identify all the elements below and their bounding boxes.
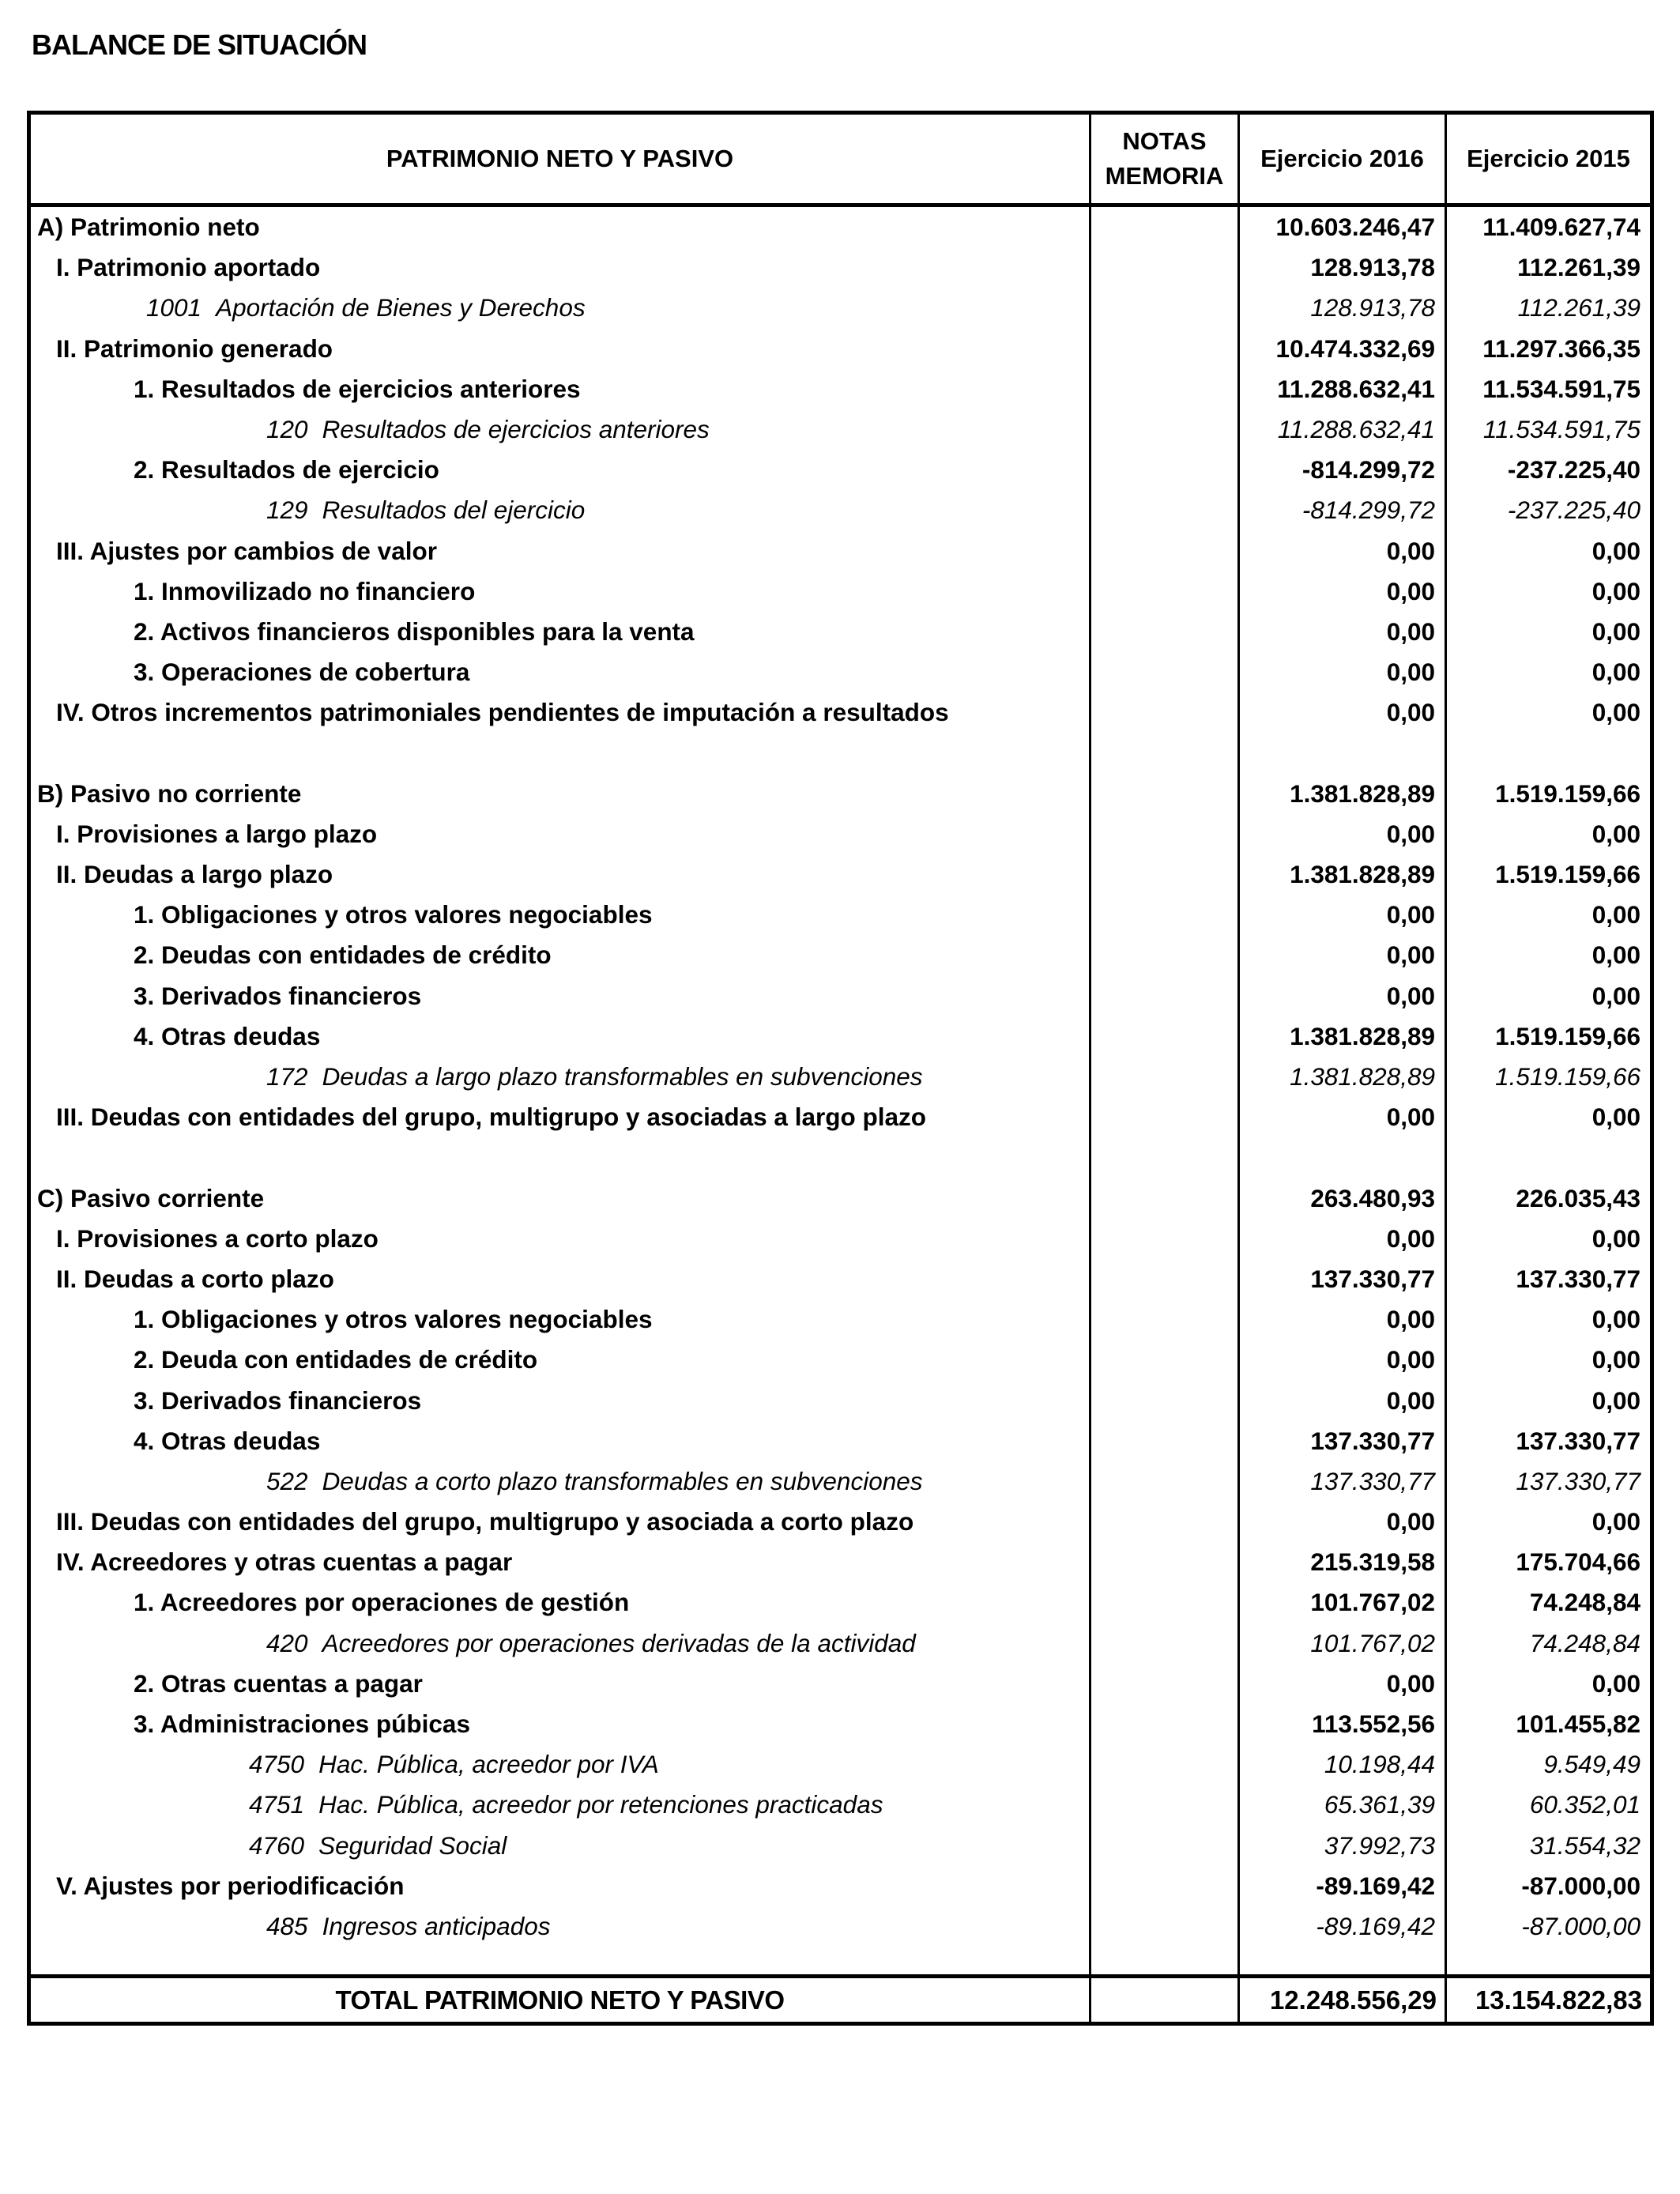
row-notes-cell <box>1090 1299 1239 1340</box>
row-value-2016: 10.474.332,69 <box>1239 329 1446 369</box>
spacer-cell <box>1239 733 1446 773</box>
header-year-previous: Ejercicio 2015 <box>1446 113 1652 205</box>
account-code: 172 <box>266 1062 308 1091</box>
row-concept-cell <box>29 814 1090 854</box>
row-value-2016: 37.992,73 <box>1239 1826 1446 1866</box>
table-row-3-derivados-financieros <box>29 976 1652 1016</box>
row-notes-cell <box>1090 976 1239 1016</box>
row-value-2015: 137.330,77 <box>1446 1421 1652 1461</box>
balance-table <box>27 111 1654 2026</box>
row-label: 2. Activos financieros disponibles para la venta <box>134 616 695 646</box>
spacer-cell <box>1239 1137 1446 1178</box>
row-notes-cell <box>1090 1502 1239 1542</box>
row-concept-cell <box>29 692 1090 733</box>
row-concept-cell <box>29 1421 1090 1461</box>
row-value-2016: 0,00 <box>1239 935 1446 975</box>
row-notes-cell <box>1090 1421 1239 1461</box>
row-concept-cell <box>29 652 1090 692</box>
row-value-2016: 0,00 <box>1239 1502 1446 1542</box>
row-value-2015: 0,00 <box>1446 531 1652 571</box>
row-notes-cell <box>1090 1906 1239 1947</box>
row-concept-cell <box>29 1016 1090 1057</box>
row-label: Resultados del ejercicio <box>322 496 586 525</box>
row-value-2015: 0,00 <box>1446 895 1652 935</box>
row-label: V. Ajustes por periodificación <box>56 1871 405 1900</box>
row-concept-cell <box>29 531 1090 571</box>
row-value-2016: 0,00 <box>1239 1380 1446 1420</box>
row-value-2015: 0,00 <box>1446 1664 1652 1704</box>
row-label: I. Patrimonio aportado <box>56 253 321 282</box>
row-value-2015: 137.330,77 <box>1446 1259 1652 1299</box>
spacer-cell <box>1446 1947 1652 1977</box>
row-notes-cell <box>1090 1219 1239 1259</box>
row-value-2015: 9.549,49 <box>1446 1744 1652 1785</box>
row-label: 2. Resultados de ejercicio <box>134 455 439 484</box>
row-concept-cell <box>29 288 1090 328</box>
row-label: III. Deudas con entidades del grupo, multigrupo y asociadas a largo plazo <box>56 1103 926 1132</box>
row-label: I. Provisiones a largo plazo <box>56 819 378 848</box>
spacer-cell <box>1090 733 1239 773</box>
row-value-2015: 112.261,39 <box>1446 288 1652 328</box>
table-row-resultados-del-ejercicio <box>29 490 1652 530</box>
row-value-2016: 0,00 <box>1239 1219 1446 1259</box>
total-value-2016: 12.248.556,29 <box>1239 1977 1446 2024</box>
row-value-2015: 0,00 <box>1446 692 1652 733</box>
row-value-2015: 0,00 <box>1446 1097 1652 1137</box>
row-notes-cell <box>1090 288 1239 328</box>
header-notes <box>1090 113 1239 205</box>
table-header <box>29 113 1652 205</box>
row-value-2015: -87.000,00 <box>1446 1906 1652 1947</box>
row-value-2016: 11.288.632,41 <box>1239 369 1446 409</box>
row-label: 3. Derivados financieros <box>134 981 422 1010</box>
row-value-2015: 74.248,84 <box>1446 1582 1652 1623</box>
table-row-i-provisiones-a-corto-plazo <box>29 1219 1652 1259</box>
row-value-2015: 0,00 <box>1446 1340 1652 1380</box>
row-value-2015: 1.519.159,66 <box>1446 854 1652 895</box>
table-row-1-obligaciones-y-otros-valores-negociables <box>29 1299 1652 1340</box>
row-concept-cell <box>29 1340 1090 1380</box>
row-value-2015: 0,00 <box>1446 814 1652 854</box>
row-notes-cell <box>1090 1664 1239 1704</box>
row-notes-cell <box>1090 1259 1239 1299</box>
balance-table-container <box>27 111 1650 2026</box>
header-notes-line2: MEMORIA <box>1105 162 1224 190</box>
row-value-2015: 112.261,39 <box>1446 247 1652 288</box>
header-notes-line1: NOTAS <box>1122 127 1207 155</box>
row-concept-cell <box>29 1785 1090 1825</box>
row-value-2016: 137.330,77 <box>1239 1421 1446 1461</box>
row-notes-cell <box>1090 1380 1239 1420</box>
row-label: Deudas a largo plazo transformables en subvenciones <box>322 1062 923 1091</box>
row-label: 3. Derivados financieros <box>134 1385 422 1415</box>
row-label: Acreedores por operaciones derivadas de la actividad <box>322 1628 916 1657</box>
row-notes-cell <box>1090 854 1239 895</box>
row-label: 2. Deuda con entidades de crédito <box>134 1345 538 1374</box>
table-row-2-activos-financieros-disponibles-para-la-venta <box>29 612 1652 652</box>
table-row-iv-acreedores-y-otras-cuentas-a-pagar <box>29 1542 1652 1582</box>
row-label: III. Ajustes por cambios de valor <box>56 536 437 565</box>
row-notes-cell <box>1090 1744 1239 1785</box>
spacer-row <box>29 733 1652 773</box>
row-value-2015: 0,00 <box>1446 976 1652 1016</box>
row-concept-cell <box>29 976 1090 1016</box>
account-code: 522 <box>266 1466 308 1495</box>
row-concept-cell <box>29 450 1090 490</box>
account-code: 420 <box>266 1628 308 1657</box>
row-concept-cell <box>29 1906 1090 1947</box>
spacer-cell <box>1446 1137 1652 1178</box>
total-notes-cell <box>1090 1977 1239 2024</box>
row-label: Hac. Pública, acreedor por IVA <box>318 1750 659 1779</box>
row-value-2015: 0,00 <box>1446 1219 1652 1259</box>
table-row-deudas-a-corto-plazo-transformables-en-subvenciones <box>29 1461 1652 1502</box>
row-value-2016: 10.198,44 <box>1239 1744 1446 1785</box>
row-value-2015: 0,00 <box>1446 1299 1652 1340</box>
row-notes-cell <box>1090 450 1239 490</box>
account-code: 129 <box>266 496 308 525</box>
row-label: I. Provisiones a corto plazo <box>56 1223 379 1253</box>
row-notes-cell <box>1090 1582 1239 1623</box>
row-value-2016: 0,00 <box>1239 692 1446 733</box>
table-row-hac-publica-acreedor-por-iva <box>29 1744 1652 1785</box>
row-notes-cell <box>1090 1623 1239 1664</box>
table-row-seguridad-social <box>29 1826 1652 1866</box>
row-label: Hac. Pública, acreedor por retenciones practicadas <box>318 1790 883 1819</box>
table-row-iv-otros-incrementos-patrimoniales-pendientes-de-imputacion-a-resultados <box>29 692 1652 733</box>
row-label: Seguridad Social <box>318 1830 507 1860</box>
row-label: 1. Inmovilizado no financiero <box>134 576 476 605</box>
row-label: IV. Otros incrementos patrimoniales pendientes de imputación a resultados <box>56 698 949 727</box>
row-label: A) Patrimonio neto <box>37 213 260 242</box>
row-notes-cell <box>1090 531 1239 571</box>
row-notes-cell <box>1090 1178 1239 1219</box>
table-row-hac-publica-acreedor-por-retenciones-practicadas <box>29 1785 1652 1825</box>
row-notes-cell <box>1090 205 1239 248</box>
row-value-2015: 175.704,66 <box>1446 1542 1652 1582</box>
row-value-2016: 0,00 <box>1239 612 1446 652</box>
document-title: BALANCE DE SITUACIÓN <box>32 28 367 61</box>
table-row-ii-deudas-a-corto-plazo <box>29 1259 1652 1299</box>
row-notes-cell <box>1090 1704 1239 1744</box>
table-row-ii-deudas-a-largo-plazo <box>29 854 1652 895</box>
row-label: 1. Acreedores por operaciones de gestión <box>134 1588 630 1617</box>
account-code: 4751 <box>249 1790 305 1819</box>
table-row-iii-deudas-con-entidades-del-grupo-multigrupo-y-asociada-a-corto-plazo <box>29 1502 1652 1542</box>
row-notes-cell <box>1090 1057 1239 1097</box>
row-value-2016: 11.288.632,41 <box>1239 409 1446 450</box>
spacer-cell <box>1090 1947 1239 1977</box>
row-value-2015: 0,00 <box>1446 935 1652 975</box>
row-label: 3. Administraciones púbicas <box>134 1710 470 1739</box>
table-row-2-deuda-con-entidades-de-credito <box>29 1340 1652 1380</box>
row-value-2016: 0,00 <box>1239 895 1446 935</box>
row-label: III. Deudas con entidades del grupo, multigrupo y asociada a corto plazo <box>56 1507 914 1536</box>
row-concept-cell <box>29 1380 1090 1420</box>
table-row-deudas-a-largo-plazo-transformables-en-subvenciones <box>29 1057 1652 1097</box>
row-value-2015: 0,00 <box>1446 612 1652 652</box>
table-row-2-otras-cuentas-a-pagar <box>29 1664 1652 1704</box>
row-value-2016: -89.169,42 <box>1239 1866 1446 1906</box>
row-value-2016: 1.381.828,89 <box>1239 1057 1446 1097</box>
row-value-2016: 0,00 <box>1239 531 1446 571</box>
row-value-2015: 1.519.159,66 <box>1446 1057 1652 1097</box>
row-label: Resultados de ejercicios anteriores <box>322 415 710 444</box>
row-value-2016: -814.299,72 <box>1239 450 1446 490</box>
row-notes-cell <box>1090 895 1239 935</box>
table-row-resultados-de-ejercicios-anteriores <box>29 409 1652 450</box>
table-row-1-acreedores-por-operaciones-de-gestion <box>29 1582 1652 1623</box>
row-label: II. Deudas a corto plazo <box>56 1264 334 1293</box>
row-concept-cell <box>29 1664 1090 1704</box>
row-value-2016: 1.381.828,89 <box>1239 774 1446 814</box>
header-concept: PATRIMONIO NETO Y PASIVO <box>29 113 1090 205</box>
row-notes-cell <box>1090 1016 1239 1057</box>
row-value-2016: 137.330,77 <box>1239 1461 1446 1502</box>
row-value-2015: 0,00 <box>1446 1502 1652 1542</box>
row-value-2015: 1.519.159,66 <box>1446 1016 1652 1057</box>
table-row-aportacion-de-bienes-y-derechos <box>29 288 1652 328</box>
row-concept-cell <box>29 1502 1090 1542</box>
table-row-iii-ajustes-por-cambios-de-valor <box>29 531 1652 571</box>
row-label: 3. Operaciones de cobertura <box>134 658 470 687</box>
table-row-2-resultados-de-ejercicio <box>29 450 1652 490</box>
row-notes-cell <box>1090 774 1239 814</box>
row-value-2015: 1.519.159,66 <box>1446 774 1652 814</box>
spacer-cell <box>1239 1947 1446 1977</box>
row-notes-cell <box>1090 935 1239 975</box>
account-code: 485 <box>266 1911 308 1940</box>
table-row-3-administraciones-pubicas <box>29 1704 1652 1744</box>
spacer-cell <box>1090 1137 1239 1178</box>
row-notes-cell <box>1090 1866 1239 1906</box>
table-row-v-ajustes-por-periodificacion <box>29 1866 1652 1906</box>
row-concept-cell <box>29 1866 1090 1906</box>
row-label: 1. Obligaciones y otros valores negociables <box>134 1305 653 1334</box>
row-value-2016: 101.767,02 <box>1239 1582 1446 1623</box>
row-concept-cell <box>29 1219 1090 1259</box>
row-concept-cell <box>29 571 1090 612</box>
row-value-2016: 263.480,93 <box>1239 1178 1446 1219</box>
table-row-1-resultados-de-ejercicios-anteriores <box>29 369 1652 409</box>
spacer-cell <box>29 1137 1090 1178</box>
row-concept-cell <box>29 1744 1090 1785</box>
total-row <box>29 1977 1652 2024</box>
row-notes-cell <box>1090 490 1239 530</box>
row-value-2015: 11.409.627,74 <box>1446 205 1652 248</box>
row-value-2015: 226.035,43 <box>1446 1178 1652 1219</box>
row-value-2015: 0,00 <box>1446 1380 1652 1420</box>
row-label: II. Patrimonio generado <box>56 334 333 363</box>
row-notes-cell <box>1090 329 1239 369</box>
total-label: TOTAL PATRIMONIO NETO Y PASIVO <box>29 1977 1090 2024</box>
row-value-2016: 137.330,77 <box>1239 1259 1446 1299</box>
table-row-c-pasivo-corriente <box>29 1178 1652 1219</box>
row-value-2016: 0,00 <box>1239 652 1446 692</box>
row-value-2015: 101.455,82 <box>1446 1704 1652 1744</box>
table-row-3-derivados-financieros <box>29 1380 1652 1420</box>
row-value-2016: 0,00 <box>1239 1340 1446 1380</box>
row-concept-cell <box>29 1623 1090 1664</box>
row-value-2015: 0,00 <box>1446 652 1652 692</box>
row-concept-cell <box>29 1461 1090 1502</box>
row-value-2016: 0,00 <box>1239 1299 1446 1340</box>
table-row-4-otras-deudas <box>29 1421 1652 1461</box>
row-value-2015: 74.248,84 <box>1446 1623 1652 1664</box>
row-value-2016: 0,00 <box>1239 976 1446 1016</box>
row-value-2015: -237.225,40 <box>1446 490 1652 530</box>
row-concept-cell <box>29 205 1090 248</box>
table-footer <box>29 1977 1652 2024</box>
row-value-2015: 60.352,01 <box>1446 1785 1652 1825</box>
row-label: C) Pasivo corriente <box>37 1183 265 1212</box>
row-value-2015: 11.297.366,35 <box>1446 329 1652 369</box>
table-row-i-patrimonio-aportado <box>29 247 1652 288</box>
row-value-2015: -237.225,40 <box>1446 450 1652 490</box>
row-label: II. Deudas a largo plazo <box>56 860 333 889</box>
row-value-2016: 0,00 <box>1239 814 1446 854</box>
row-notes-cell <box>1090 1097 1239 1137</box>
row-value-2015: 31.554,32 <box>1446 1826 1652 1866</box>
row-label: Deudas a corto plazo transformables en subvenciones <box>322 1466 923 1495</box>
table-row-1-inmovilizado-no-financiero <box>29 571 1652 612</box>
table-row-ingresos-anticipados <box>29 1906 1652 1947</box>
row-concept-cell <box>29 1178 1090 1219</box>
row-concept-cell <box>29 935 1090 975</box>
row-concept-cell <box>29 247 1090 288</box>
row-notes-cell <box>1090 1826 1239 1866</box>
account-code: 1001 <box>146 293 202 322</box>
row-label: B) Pasivo no corriente <box>37 778 302 808</box>
header-year-current: Ejercicio 2016 <box>1239 113 1446 205</box>
table-row-a-patrimonio-neto <box>29 205 1652 248</box>
row-concept-cell <box>29 1259 1090 1299</box>
table-row-3-operaciones-de-cobertura <box>29 652 1652 692</box>
spacer-cell <box>1446 733 1652 773</box>
row-value-2015: 11.534.591,75 <box>1446 409 1652 450</box>
row-concept-cell <box>29 1582 1090 1623</box>
row-concept-cell <box>29 1704 1090 1744</box>
row-label: 2. Otras cuentas a pagar <box>134 1668 423 1698</box>
table-row-1-obligaciones-y-otros-valores-negociables <box>29 895 1652 935</box>
row-label: 1. Resultados de ejercicios anteriores <box>134 374 581 403</box>
row-value-2016: 113.552,56 <box>1239 1704 1446 1744</box>
row-value-2015: 11.534.591,75 <box>1446 369 1652 409</box>
row-label: 1. Obligaciones y otros valores negociables <box>134 900 653 929</box>
row-value-2016: 215.319,58 <box>1239 1542 1446 1582</box>
spacer-row <box>29 1947 1652 1977</box>
row-value-2016: 0,00 <box>1239 1664 1446 1704</box>
row-concept-cell <box>29 369 1090 409</box>
table-row-i-provisiones-a-largo-plazo <box>29 814 1652 854</box>
row-label: IV. Acreedores y otras cuentas a pagar <box>56 1547 513 1577</box>
row-notes-cell <box>1090 652 1239 692</box>
account-code: 4760 <box>249 1830 305 1860</box>
row-value-2016: 128.913,78 <box>1239 288 1446 328</box>
table-row-b-pasivo-no-corriente <box>29 774 1652 814</box>
row-value-2015: -87.000,00 <box>1446 1866 1652 1906</box>
table-row-2-deudas-con-entidades-de-credito <box>29 935 1652 975</box>
table-row-acreedores-por-operaciones-derivadas-de-la-actividad <box>29 1623 1652 1664</box>
row-concept-cell <box>29 329 1090 369</box>
row-concept-cell <box>29 490 1090 530</box>
row-concept-cell <box>29 1057 1090 1097</box>
row-value-2016: 101.767,02 <box>1239 1623 1446 1664</box>
row-label: 4. Otras deudas <box>134 1021 321 1050</box>
row-value-2015: 0,00 <box>1446 571 1652 612</box>
total-value-2015: 13.154.822,83 <box>1446 1977 1652 2024</box>
row-value-2016: 128.913,78 <box>1239 247 1446 288</box>
row-value-2016: 0,00 <box>1239 1097 1446 1137</box>
row-concept-cell <box>29 612 1090 652</box>
row-notes-cell <box>1090 247 1239 288</box>
row-value-2016: 1.381.828,89 <box>1239 854 1446 895</box>
row-concept-cell <box>29 854 1090 895</box>
row-value-2016: 1.381.828,89 <box>1239 1016 1446 1057</box>
row-concept-cell <box>29 1826 1090 1866</box>
row-value-2015: 137.330,77 <box>1446 1461 1652 1502</box>
row-label: 4. Otras deudas <box>134 1426 321 1455</box>
row-concept-cell <box>29 774 1090 814</box>
row-value-2016: 65.361,39 <box>1239 1785 1446 1825</box>
row-concept-cell <box>29 1097 1090 1137</box>
account-code: 4750 <box>249 1750 305 1779</box>
table-row-iii-deudas-con-entidades-del-grupo-multigrupo-y-asociadas-a-largo-plazo <box>29 1097 1652 1137</box>
table-row-ii-patrimonio-generado <box>29 329 1652 369</box>
row-concept-cell <box>29 1299 1090 1340</box>
spacer-cell <box>29 1947 1090 1977</box>
row-label: 2. Deudas con entidades de crédito <box>134 941 552 970</box>
row-notes-cell <box>1090 1340 1239 1380</box>
row-label: Aportación de Bienes y Derechos <box>216 293 586 322</box>
spacer-row <box>29 1137 1652 1178</box>
account-code: 120 <box>266 415 308 444</box>
spacer-cell <box>29 733 1090 773</box>
row-notes-cell <box>1090 1461 1239 1502</box>
row-value-2016: -814.299,72 <box>1239 490 1446 530</box>
row-value-2016: 0,00 <box>1239 571 1446 612</box>
row-value-2016: 10.603.246,47 <box>1239 205 1446 248</box>
row-notes-cell <box>1090 409 1239 450</box>
row-concept-cell <box>29 1542 1090 1582</box>
row-notes-cell <box>1090 612 1239 652</box>
row-notes-cell <box>1090 571 1239 612</box>
table-body <box>29 205 1652 1977</box>
row-concept-cell <box>29 895 1090 935</box>
row-notes-cell <box>1090 1785 1239 1825</box>
row-concept-cell <box>29 409 1090 450</box>
row-notes-cell <box>1090 1542 1239 1582</box>
row-notes-cell <box>1090 814 1239 854</box>
table-row-4-otras-deudas <box>29 1016 1652 1057</box>
row-value-2016: -89.169,42 <box>1239 1906 1446 1947</box>
row-notes-cell <box>1090 692 1239 733</box>
row-notes-cell <box>1090 369 1239 409</box>
row-label: Ingresos anticipados <box>322 1911 551 1940</box>
